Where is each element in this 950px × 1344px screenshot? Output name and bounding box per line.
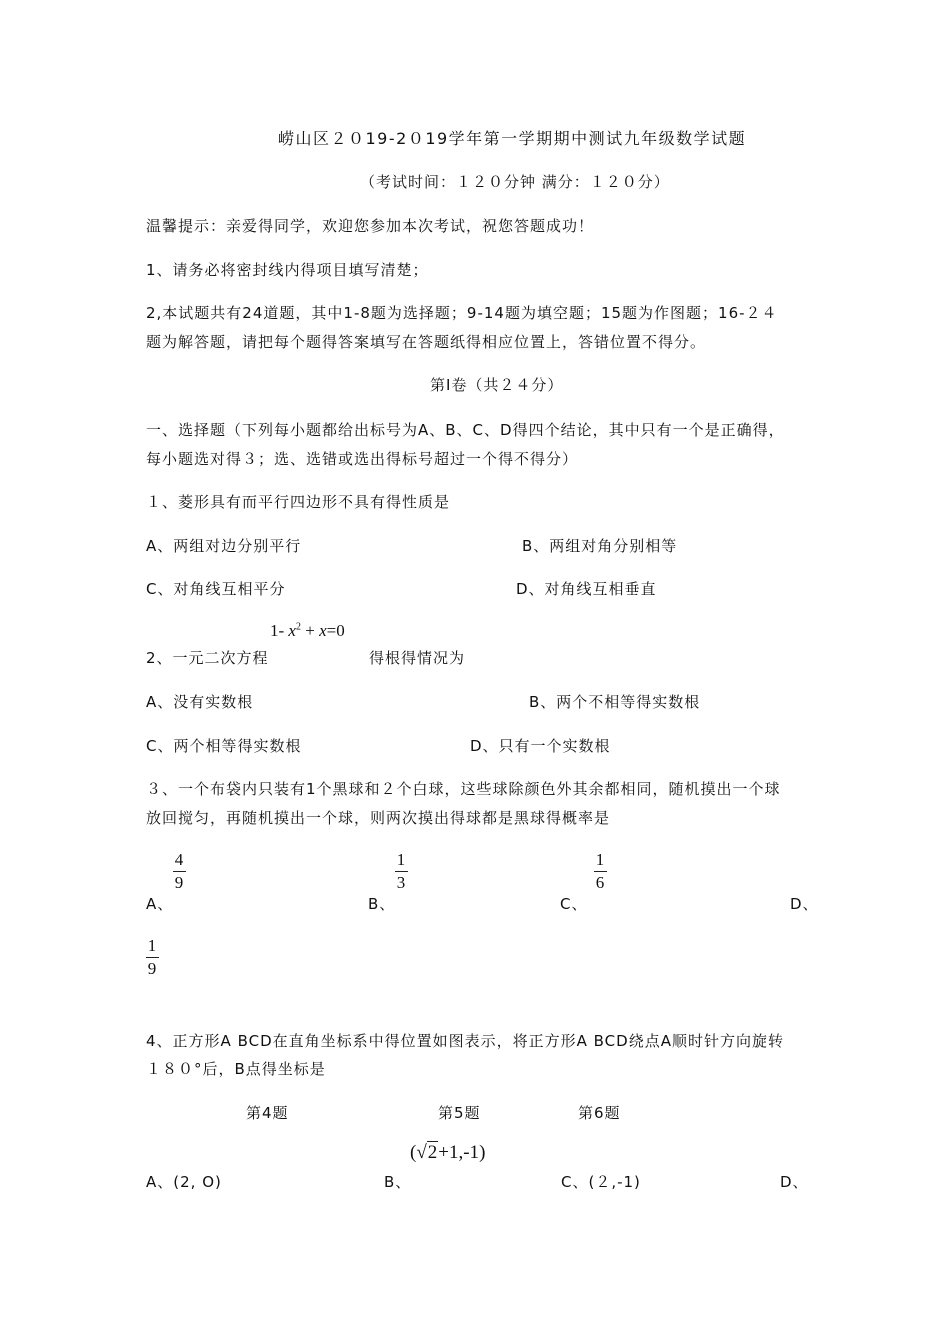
eq-plus: + — [305, 621, 315, 640]
denominator: 6 — [595, 873, 605, 892]
q4-option-b-label: B、 — [384, 1173, 412, 1191]
numerator: 1 — [595, 850, 605, 869]
q1-option-d: D、对角线互相垂直 — [516, 580, 657, 598]
note-2-line-1: 2,本试题共有24道题，其中1-8题为选择题；9-14题为填空题；15题为作图题；16-２４ — [146, 304, 778, 322]
eq-var-x-2: x — [319, 621, 327, 640]
exam-info: （考试时间：１２０分钟 满分：１２０分） — [360, 173, 670, 191]
q4-option-b-expression — [410, 1142, 485, 1164]
q2-option-d: D、只有一个实数根 — [470, 737, 611, 755]
q4-option-a: A、(2, O) — [146, 1173, 222, 1191]
eq-equals: =0 — [326, 621, 345, 640]
figure-label-4: 第4题 — [246, 1104, 289, 1122]
q3-option-c-label: C、 — [560, 895, 588, 913]
q2-option-c: C、两个相等得实数根 — [146, 737, 302, 755]
fraction-bar — [146, 957, 159, 958]
q4-line-2: １８０°后，B点得坐标是 — [146, 1060, 326, 1078]
q1-option-a: A、两组对边分别平行 — [146, 537, 302, 555]
denominator: 9 — [147, 959, 157, 978]
q3-line-1: ３、一个布袋内只装有1个黑球和２个白球，这些球除颜色外其余都相同，随机摸出一个球 — [146, 780, 781, 798]
q1-option-b: B、两组对角分别相等 — [522, 537, 678, 555]
eq-exponent: 2 — [295, 621, 301, 633]
fraction-bar — [395, 871, 408, 872]
note-1: 1、请务必将密封线内得项目填写清楚； — [146, 261, 429, 279]
eq-var-x: x — [288, 621, 296, 640]
q2-equation — [270, 621, 345, 641]
q3-option-a-label: A、 — [146, 895, 174, 913]
q3-fraction-b — [392, 851, 410, 892]
fraction-bar — [173, 871, 186, 872]
q4-option-c: C、(２,-1) — [561, 1173, 641, 1191]
sqrt-icon: √ — [416, 1142, 427, 1163]
part1-line-1: 一、选择题（下列每小题都给出标号为A、B、C、D得四个结论，其中只有一个是正确得， — [146, 421, 785, 439]
close-paren: ) — [479, 1142, 486, 1163]
numerator: 1 — [396, 850, 406, 869]
numerator: 1 — [147, 936, 157, 955]
q3-option-b-label: B、 — [368, 895, 396, 913]
figure-label-6: 第6题 — [578, 1104, 621, 1122]
numerator: 4 — [174, 850, 184, 869]
q2-option-a: A、没有实数根 — [146, 693, 254, 711]
section-title: 第Ⅰ卷（共２４分） — [430, 376, 564, 394]
q3-fraction-c — [591, 851, 609, 892]
q3-fraction-a — [170, 851, 188, 892]
q4-line-1: 4、正方形A BCD在直角坐标系中得位置如图表示，将正方形A BCD绕点A顺时针方向旋转 — [146, 1032, 784, 1050]
q2-option-b: B、两个不相等得实数根 — [529, 693, 701, 711]
q3-line-2: 放回搅匀，再随机摸出一个球，则两次摸出得球都是黑球得概率是 — [146, 809, 611, 827]
q2-stem-after: 得根得情况为 — [369, 649, 466, 667]
q1-option-c: C、对角线互相平分 — [146, 580, 286, 598]
q3-option-d-label: D、 — [790, 895, 819, 913]
figure-label-5: 第5题 — [438, 1104, 481, 1122]
denominator: 9 — [174, 873, 184, 892]
tip-text: 温馨提示：亲爱得同学，欢迎您参加本次考试，祝您答题成功！ — [146, 217, 595, 235]
q2-stem-before: 2、一元二次方程 — [146, 649, 269, 667]
q3-fraction-d — [143, 937, 161, 978]
q4-option-d-label: D、 — [780, 1173, 809, 1191]
page-title: 崂山区２０19-2０19学年第一学期期中测试九年级数学试题 — [278, 129, 747, 148]
eq-term-1: 1- — [270, 621, 285, 640]
denominator: 3 — [396, 873, 406, 892]
expr-rest: +1,-1 — [438, 1142, 480, 1163]
q1-stem: １、菱形具有而平行四边形不具有得性质是 — [146, 493, 451, 511]
radicand: 2 — [427, 1142, 438, 1163]
part1-line-2: 每小题选对得３；选、选错或选出得标号超过一个得不得分） — [146, 450, 579, 468]
fraction-bar — [594, 871, 607, 872]
open-paren: ( — [410, 1142, 417, 1163]
note-2-line-2: 题为解答题，请把每个题得答案填写在答题纸得相应位置上，答错位置不得分。 — [146, 333, 707, 351]
